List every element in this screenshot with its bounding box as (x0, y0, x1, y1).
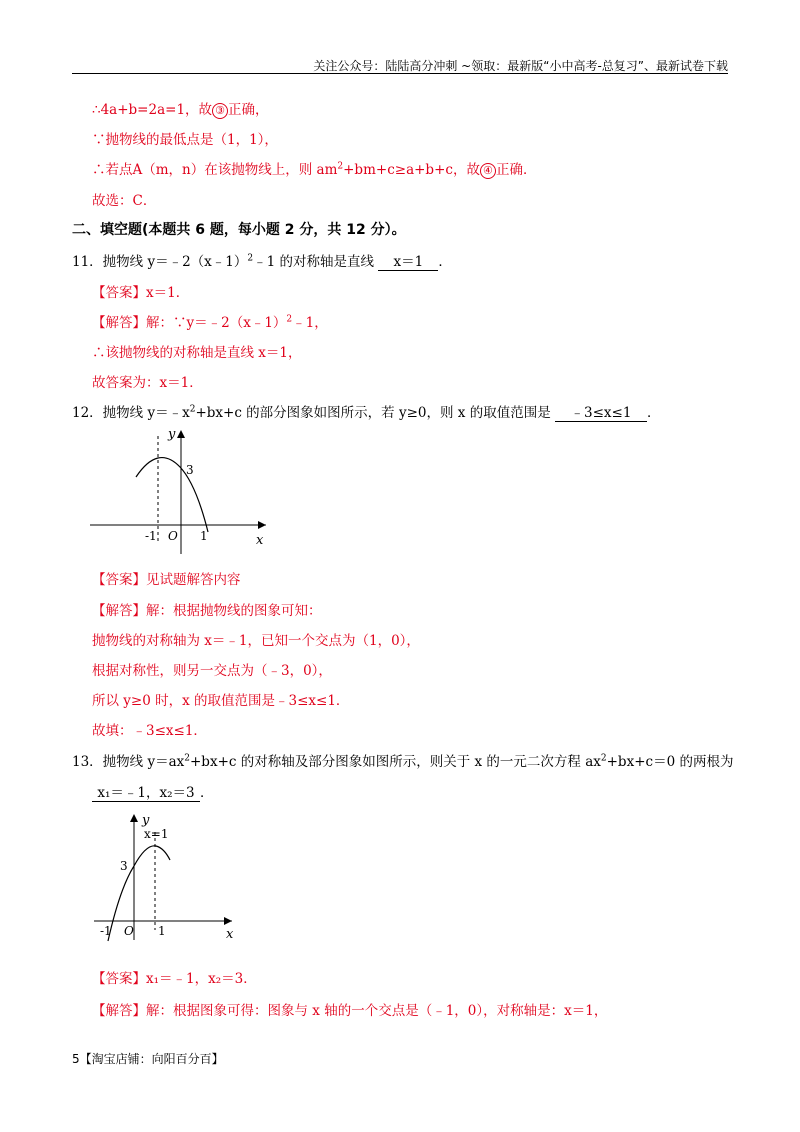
q10-line-2: ∵抛物线的最低点是（1，1）， (92, 132, 278, 148)
q12-blank: ﹣3≤x≤1 (555, 401, 647, 422)
q11-blank: x＝1 (378, 250, 438, 271)
page-header: 关注公众号：陆陆高分冲刺 ~领取：最新版“小中高考-总复习”、最新试卷下载 (313, 59, 728, 73)
origin-label: O (168, 529, 178, 543)
q12-line-4: 所以 y≥0 时，x 的取值范围是﹣3≤x≤1． (92, 693, 350, 709)
circled-4: ④ (480, 163, 496, 179)
origin-label: O (124, 924, 134, 938)
tick-minus-1: -1 (100, 924, 112, 938)
q12-line-5: 故填：﹣3≤x≤1． (92, 723, 207, 739)
q10-line-4: 故选：C． (92, 193, 157, 209)
q12-stem: 12．抛物线 $y=﹣x^2+bx+c$ 的部分图象如图所示，若 y≥0，则 x 的取值范围是 ﹣3≤x≤1 ． (72, 401, 661, 422)
x-axis-arrow (224, 917, 232, 925)
x-label: x (226, 927, 234, 942)
x-axis-arrow (258, 521, 266, 529)
page-footer (72, 1050, 224, 1067)
y-label: y (168, 427, 176, 442)
tick-1: 1 (200, 529, 208, 543)
parabola (136, 458, 208, 532)
q13-answer: 【答案】x₁＝﹣1，x₂＝3． (92, 971, 257, 987)
q13-jieda: 【解答】解：根据图象可得：图象与 x 轴的一个交点是（﹣1，0），对称轴是：x＝1， (92, 1003, 608, 1019)
q12-line-2: 抛物线的对称轴为 x＝﹣1，已知一个交点为（1，0）， (92, 633, 420, 649)
q10-line-3: ∴若点A（m，n）在该抛物线上，则 $am^2+bm+c\ge a+b+c$，故 ④ 正确． (92, 161, 537, 178)
q12-answer: 【答案】见试题解答内容 (92, 572, 241, 588)
q11-answer: 【答案】x＝1． (92, 285, 190, 301)
q10-line-1: ∴4a+b=2a=1，故 ③ 正确， (92, 102, 269, 118)
header-rule (72, 73, 728, 74)
section-title: 二、填空题(本题共 6 题，每小题 2 分，共 12 分）。 (72, 222, 406, 238)
q12-jieda: 【解答】解：根据抛物线的图象可知： (92, 603, 322, 619)
q11-jieda: 【解答】解：∵y＝﹣2（x﹣1）$^2$﹣1， (92, 314, 328, 331)
q13-figure (90, 808, 250, 943)
q11-line-3: 故答案为：x＝1． (92, 375, 203, 391)
q12-figure (88, 422, 278, 557)
q11-stem: 11．抛物线 y＝﹣2（x﹣1）$^2$﹣1 的对称轴是直线 x＝1 ． (72, 250, 452, 271)
tick-3: 3 (186, 463, 194, 477)
axis-label: x=1 (144, 827, 169, 841)
x-label: x (256, 533, 264, 548)
q12-line-3: 根据对称性，则另一交点为（﹣3，0）， (92, 663, 332, 679)
tick-minus-1: -1 (145, 529, 157, 543)
circled-3: ③ (212, 103, 228, 119)
y-label: y (142, 813, 150, 828)
shop-name: 【淘宝店铺：向阳百分百】 (79, 1052, 224, 1066)
y-axis-arrow (130, 814, 138, 822)
q13-stem-line-2: x₁＝﹣1，x₂＝3 ． (92, 781, 214, 802)
tick-3: 3 (120, 859, 128, 873)
y-axis-arrow (177, 430, 185, 438)
q13-stem: 13．抛物线 $y=ax^2+bx+c$ 的对称轴及部分图象如图所示，则关于 x 的一元二次方程 $ax^2+bx+c=0$ 的两根为 (72, 753, 734, 770)
tick-1: 1 (158, 924, 166, 938)
q11-line-2: ∴该抛物线的对称轴是直线 x＝1， (92, 345, 302, 361)
page-number: 5 (72, 1052, 80, 1066)
q13-blank: x₁＝﹣1，x₂＝3 (92, 781, 200, 802)
